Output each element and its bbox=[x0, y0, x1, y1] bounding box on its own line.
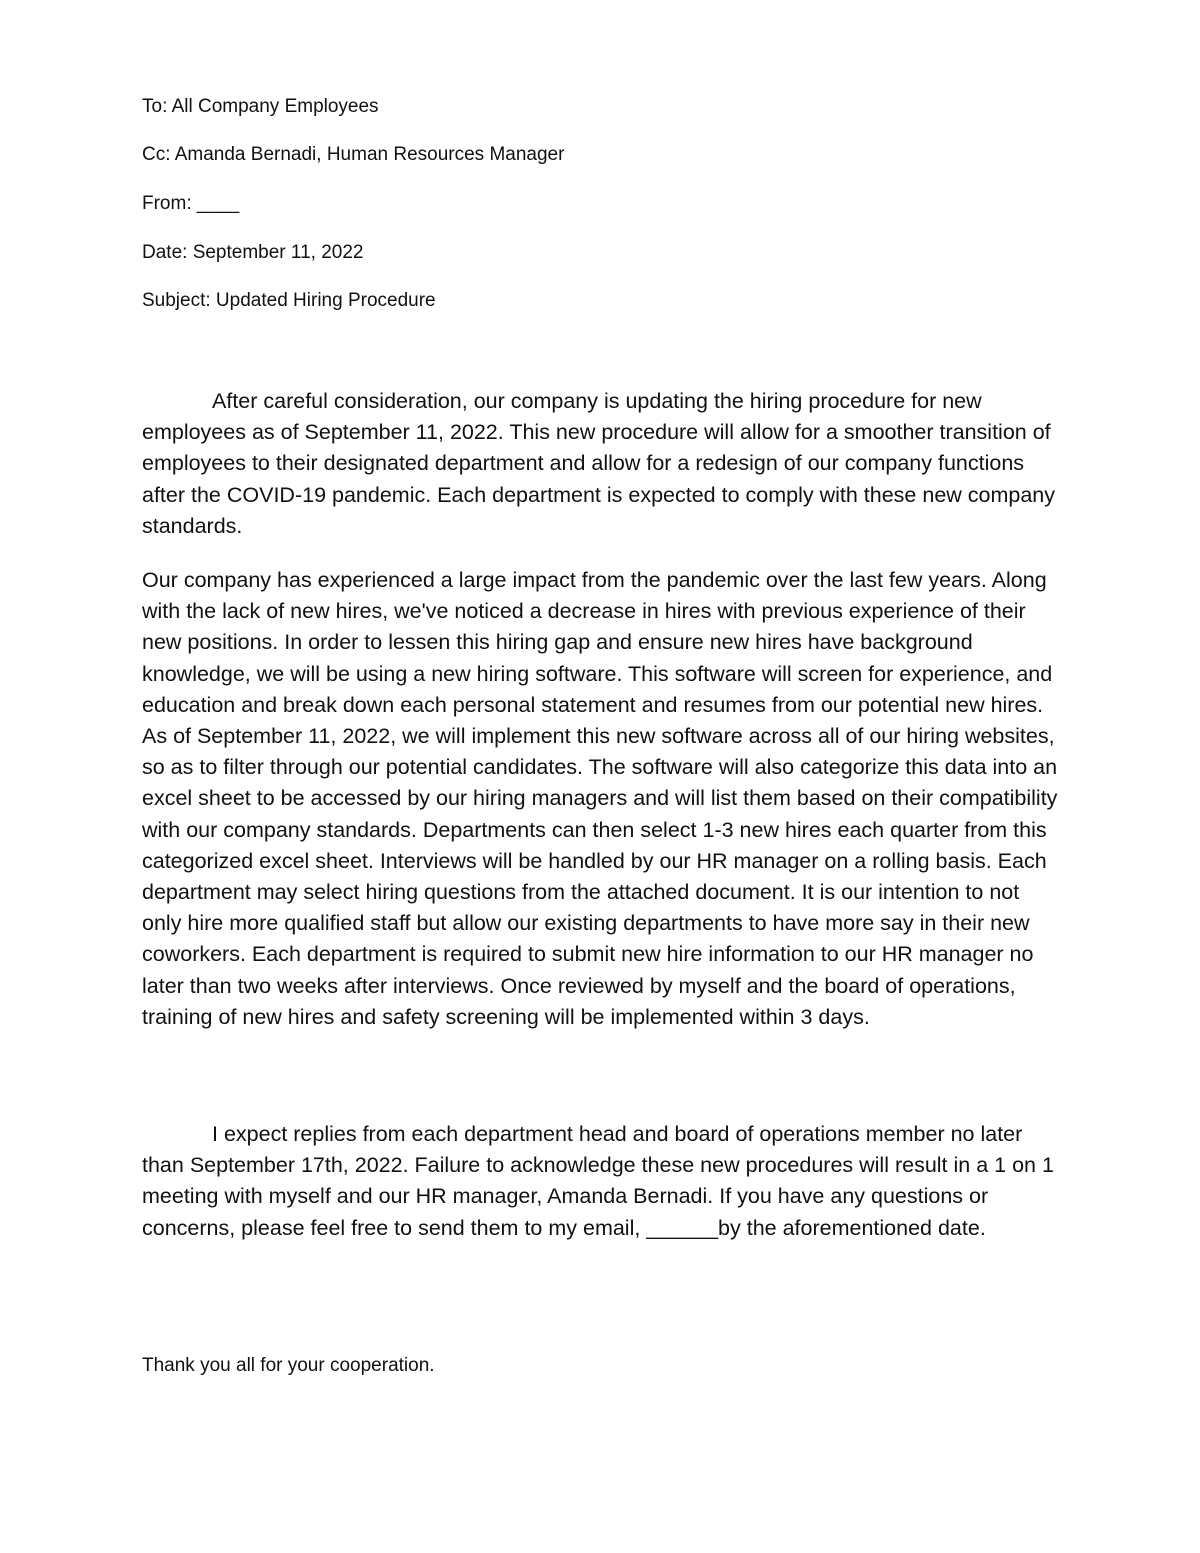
closing-line: Thank you all for your cooperation. bbox=[142, 1355, 435, 1376]
memo-subject-line: Subject: Updated Hiring Procedure bbox=[142, 290, 436, 311]
memo-cc-line: Cc: Amanda Bernadi, Human Resources Manager bbox=[142, 144, 565, 165]
memo-from-line: From: ____ bbox=[142, 193, 240, 214]
memo-to-line: To: All Company Employees bbox=[142, 96, 379, 117]
memo-date-line: Date: September 11, 2022 bbox=[142, 242, 364, 263]
body-paragraph-1: After careful consideration, our company is updating the hiring procedure for new employees as of September 11, 2022. This new procedure will allow for a smoother transition of employees to their designated department and allow for a redesign of our company functions after the COVID-19 pandemic. Each department is expected to comply with these new company standards. bbox=[142, 389, 1056, 538]
body-paragraph-2: Our company has experienced a large impact from the pandemic over the last few years. Along with the lack of new hires, we've noticed a decrease in hires with previous experience of their new positions. In order to lessen this hiring gap and ensure new hires have background knowledge, we will be using a new hiring software. This software will screen for experience, and education and break down each personal statement and resumes from our potential new hires. As of September 11, 2022, we will implement this new software across all of our hiring websites, so as to filter through our potential candidates. The software will also categorize this data into an excel sheet to be accessed by our hiring managers and will list them based on their compatibility with our company standards. Departments can then select 1-3 new hires each quarter from this categorized excel sheet. Interviews will be handled by our HR manager on a rolling basis. Each department may select hiring questions from the attached document. It is our intention to not only hire more qualified staff but allow our existing departments to have more say in their new coworkers. Each department is required to submit new hire information to our HR manager no later than two weeks after interviews. Once reviewed by myself and the board of operations, training of new hires and safety screening will be implemented within 3 days. bbox=[142, 568, 1058, 1029]
body-paragraph-3: I expect replies from each department head and board of operations member no later than September 17th, 2022. Failure to acknowledge these new procedures will result in a 1 on 1 meeting with myself and our HR manager, Amanda Bernadi. If you have any questions or concerns, please feel free to send them to my email, ______by the aforementioned date. bbox=[142, 1122, 1054, 1240]
